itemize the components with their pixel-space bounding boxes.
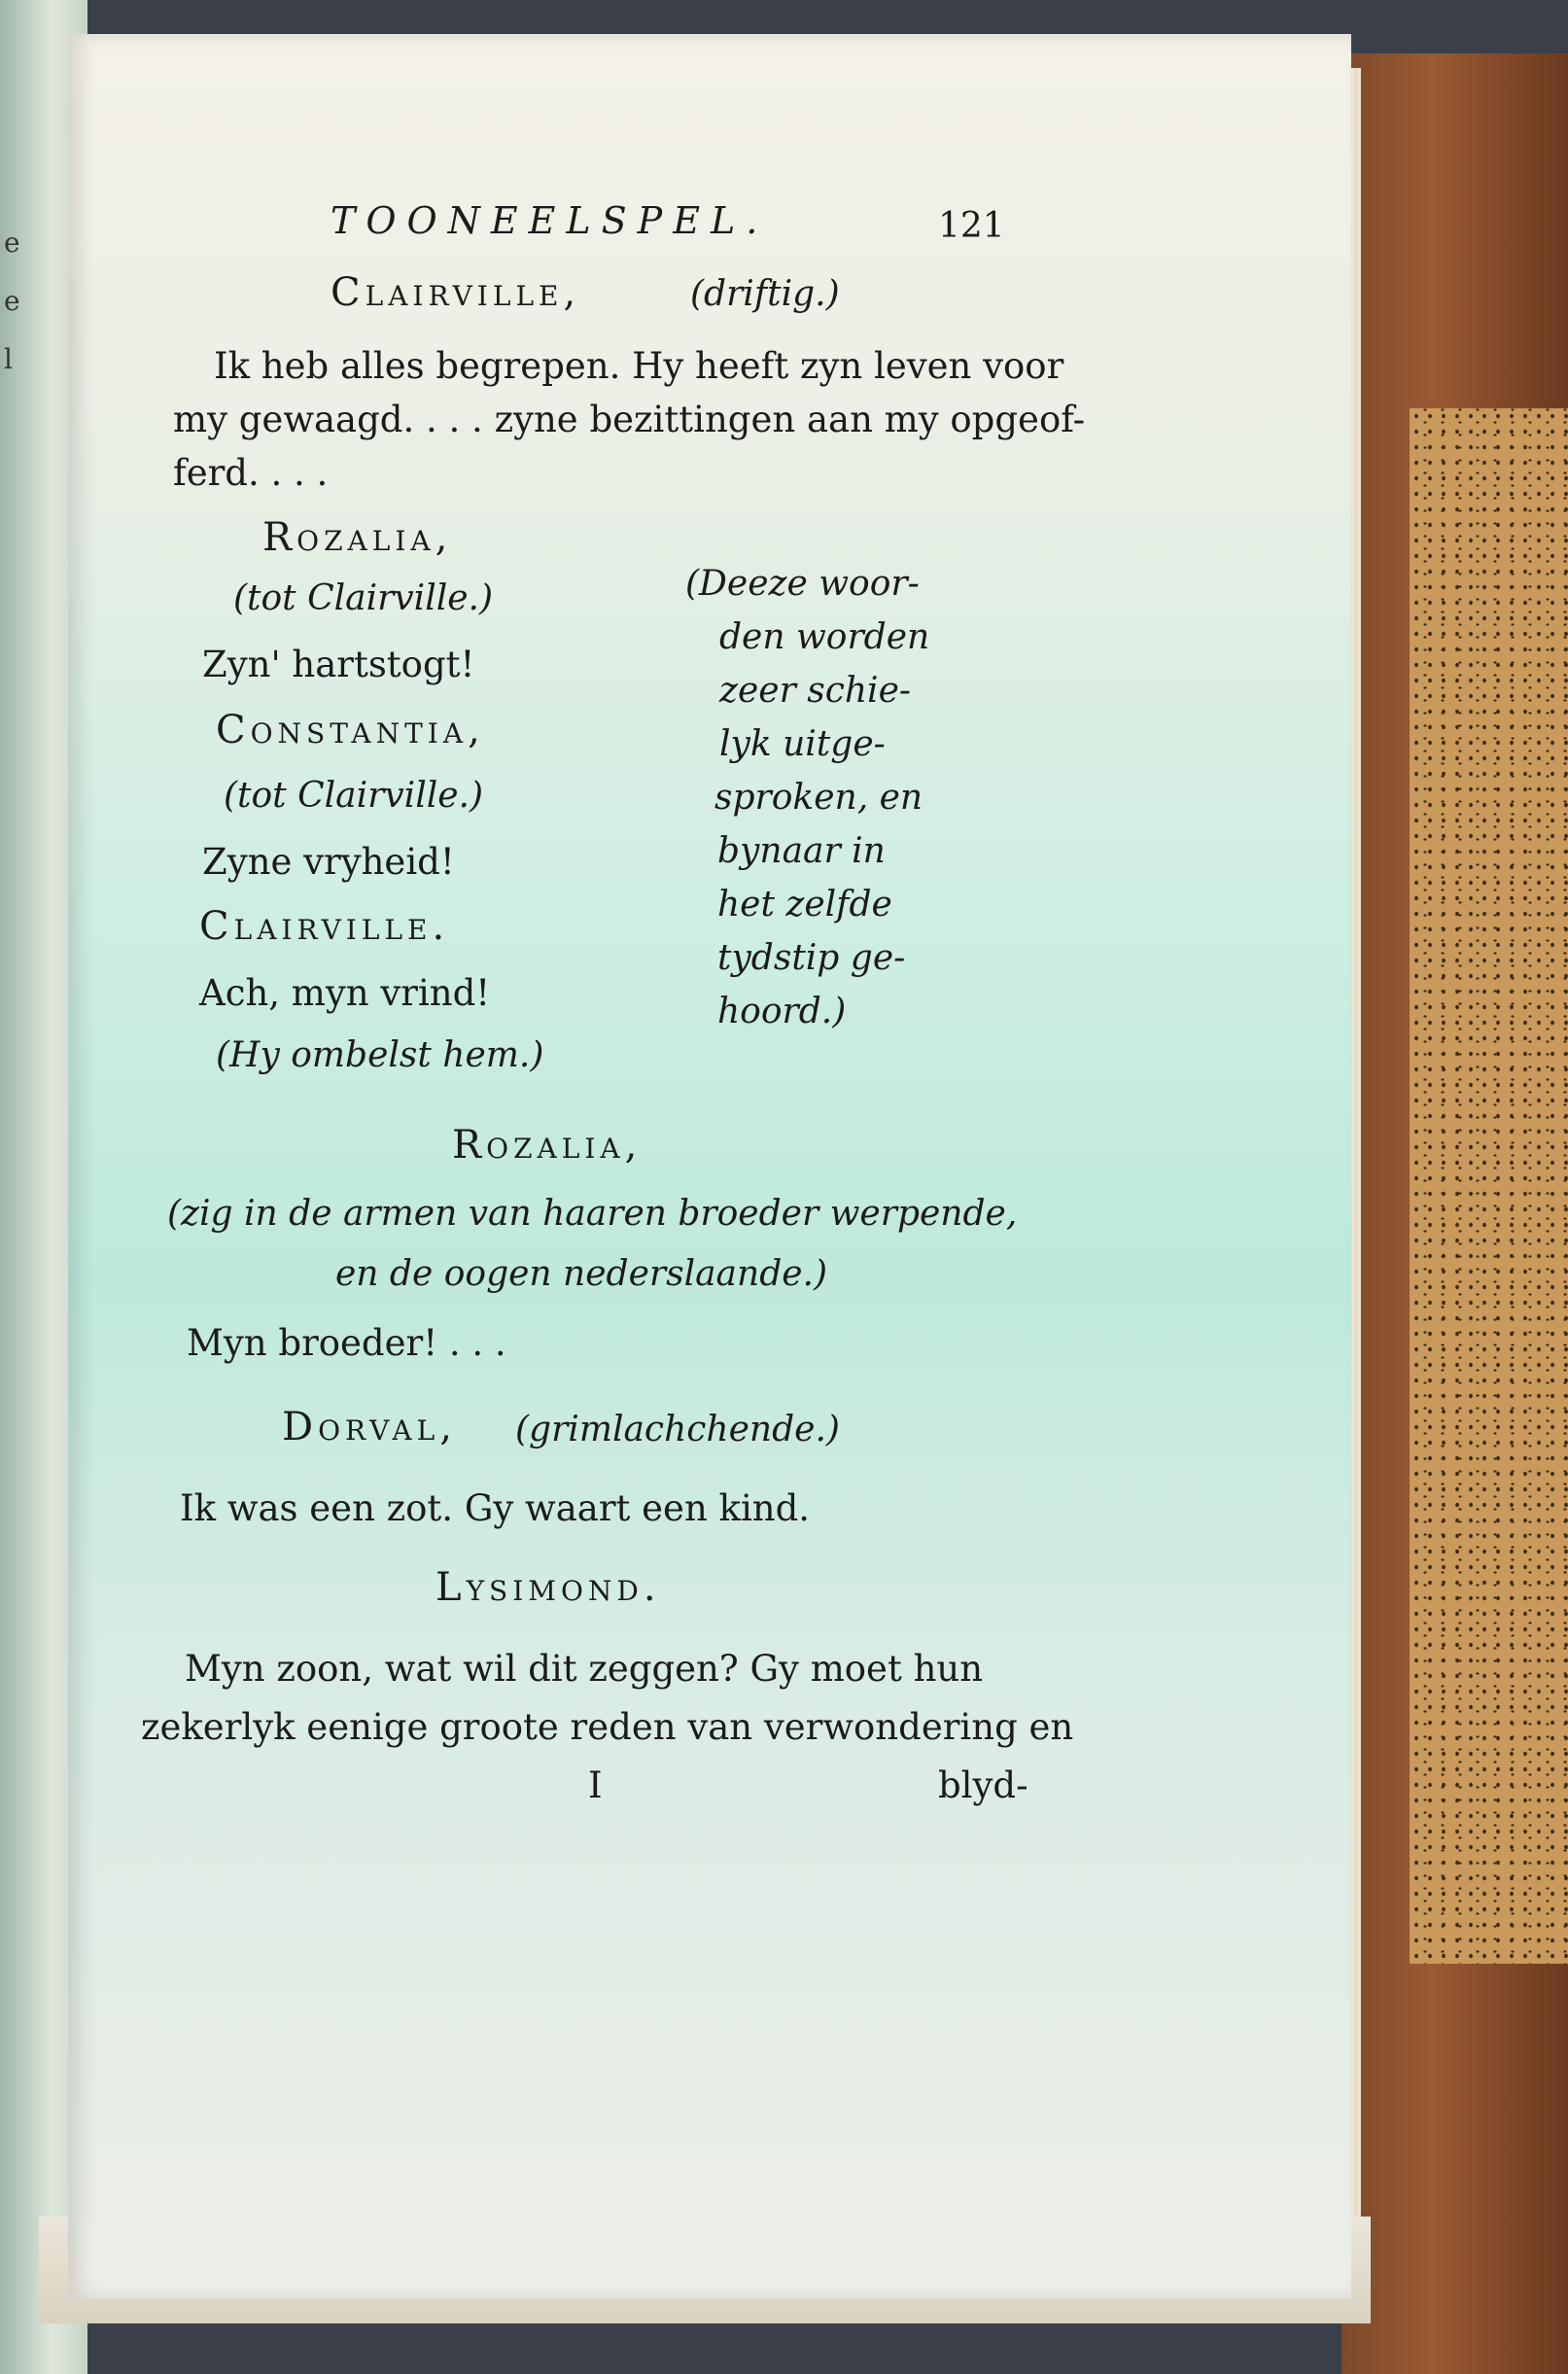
left-page-glyphs [4,214,20,389]
speckled-endpaper [1410,408,1568,1964]
stage-direction: (driftig.) [690,274,840,314]
side-note-line: sproken, en [714,778,923,818]
page-number: 121 [938,206,1005,246]
left-glyph: l [4,343,13,375]
text-line: Zyne vryheid! [202,841,455,883]
text-line: Myn zoon, wat wil dit zeggen? Gy moet hun [185,1648,984,1690]
side-note-line: zeer schie- [719,671,912,711]
speaker-clairville: Clairville. [199,904,450,949]
text-line: Ik heb alles begrepen. Hy heeft zyn leven voor [214,345,1064,387]
speaker-constantia: Constantia, [216,708,485,752]
stage-direction: en de oogen nederslaande.) [335,1254,828,1294]
speaker-clairville: Clairville, [331,270,581,315]
running-head: TOONEELSPEL. [331,199,769,242]
speaker-lysimond: Lysimond. [436,1565,661,1610]
side-note-line: het zelfde [717,885,892,925]
text-line: zekerlyk eenige groote reden van verwondering en [141,1706,1074,1748]
side-note-line: (Deeze woor- [685,564,920,604]
text-line: Myn broeder! . . . [187,1322,506,1364]
side-note-line: lyk uitge- [719,724,886,764]
speaker-rozalia: Rozalia, [262,515,453,560]
catchword: blyd- [938,1764,1028,1806]
stage-direction: (zig in de armen van haaren broeder werpende, [167,1194,1018,1234]
text-line: ferd. . . . [173,452,329,494]
speaker-rozalia: Rozalia, [452,1123,643,1168]
text-line: my gewaagd. . . . zyne bezittingen aan my opgeof- [173,399,1086,440]
left-glyph: e [4,227,20,259]
left-glyph: e [4,285,20,317]
side-note-line: bynaar in [717,831,886,871]
stage-direction: (grimlachchende.) [515,1410,840,1449]
speaker-dorval: Dorval, [282,1405,457,1449]
text-line: Ach, myn vrind! [199,972,491,1014]
text-line: Zyn' hartstogt! [202,644,475,685]
side-note-line: tydstip ge- [717,938,906,978]
stage-direction: (tot Clairville.) [233,578,494,618]
stage-direction: (Hy ombelst hem.) [216,1035,544,1075]
text-line: Ik was een zot. Gy waart een kind. [180,1487,811,1529]
stage-direction: (tot Clairville.) [224,776,484,816]
signature-mark: I [588,1764,603,1806]
side-note-line: den worden [719,617,930,657]
side-note-line: hoord.) [717,992,847,1031]
